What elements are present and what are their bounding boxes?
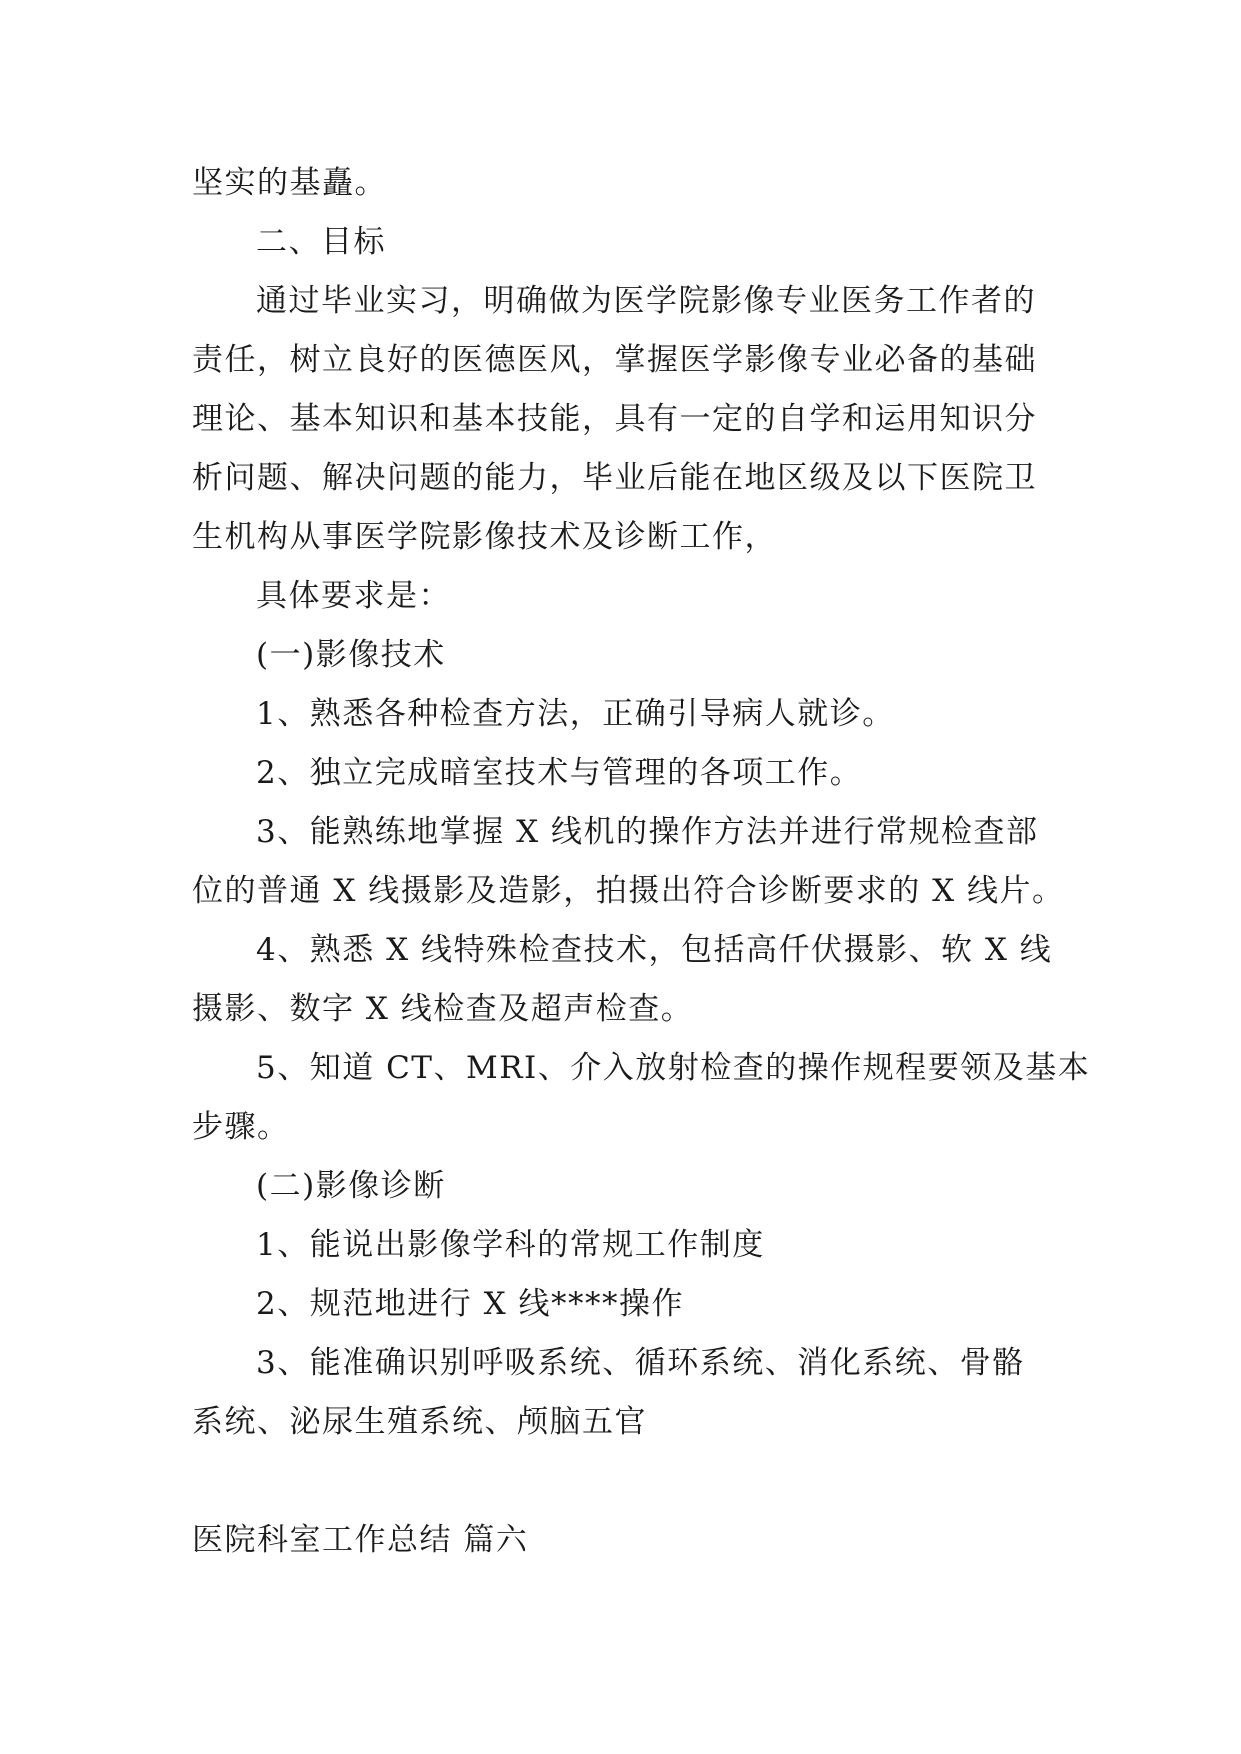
list-item: 3、能准确识别呼吸系统、循环系统、消化系统、骨骼 (256, 1345, 1025, 1381)
list-item: 2、独立完成暗室技术与管理的各项工作。 (256, 755, 863, 791)
list-item: 2、规范地进行 X 线****操作 (256, 1286, 684, 1322)
list-item: 1、熟悉各种检查方法，正确引导病人就诊。 (256, 696, 895, 732)
text-line: 具体要求是： (256, 578, 451, 614)
text-line: 摄影、数字 X 线检查及超声检查。 (192, 991, 694, 1027)
document-heading: 医院科室工作总结 篇六 (192, 1522, 529, 1558)
text-line: 责任，树立良好的医德医风，掌握医学影像专业必备的基础 (192, 342, 1037, 378)
subsection-heading: (一)影像技术 (256, 637, 446, 673)
text-line: 位的普通 X 线摄影及造影，拍摄出符合诊断要求的 X 线片。 (192, 873, 1065, 909)
text-line: 通过毕业实习，明确做为医学院影像专业医务工作者的 (256, 283, 1036, 319)
list-item: 1、能说出影像学科的常规工作制度 (256, 1227, 765, 1263)
text-line: 系统、泌尿生殖系统、颅脑五官 (192, 1404, 647, 1440)
list-item: 4、熟悉 X 线特殊检查技术，包括高仟伏摄影、软 X 线 (256, 932, 1053, 968)
text-line: 坚实的基矗。 (192, 165, 387, 201)
text-line: 理论、基本知识和基本技能，具有一定的自学和运用知识分 (192, 401, 1037, 437)
text-line: 步骤。 (192, 1109, 290, 1145)
text-line: 生机构从事医学院影像技术及诊断工作， (192, 519, 777, 555)
list-item: 3、能熟练地掌握 X 线机的操作方法并进行常规检查部 (256, 814, 1039, 850)
text-line: 析问题、解决问题的能力，毕业后能在地区级及以下医院卫 (192, 460, 1037, 496)
subsection-heading: (二)影像诊断 (256, 1168, 446, 1204)
list-item: 5、知道 CT、MRI、介入放射检查的操作规程要领及基本 (256, 1050, 1091, 1086)
section-heading: 二、目标 (256, 224, 386, 260)
